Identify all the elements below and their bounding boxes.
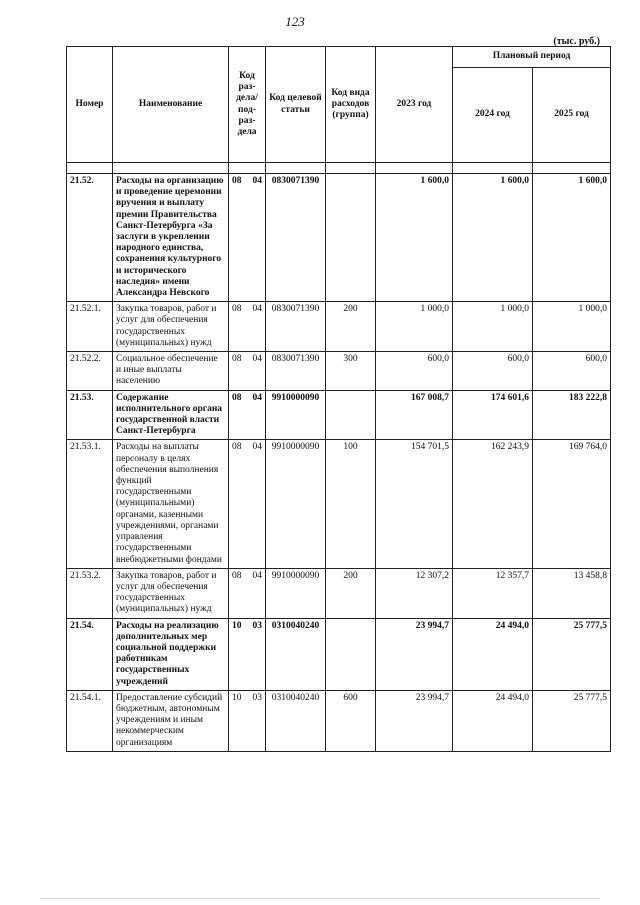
row-amount-2025: 1 600,0 [533, 174, 611, 302]
row-name: Расходы на организацию и проведение церемонии вручения и выплату премии Правительства Санкт-Петербурга «За заслуги в укреплении народного единства, сохранения культурного и исторического наследия» имени Александра Невского [113, 174, 229, 302]
row-section: 10 [232, 692, 242, 703]
row-name: Закупка товаров, работ и услуг для обеспечения государственных (муниципальных) нужд [113, 302, 229, 352]
row-name: Расходы на выплаты персоналу в целях обеспечения выполнения функций государственными (муниципальными) органами, казенными учреждениями, органами управления государственными внебюджетными фондами [113, 440, 229, 568]
row-section: 08 [232, 442, 242, 453]
row-amount-2023: 23 994,7 [376, 618, 453, 690]
row-target-article: 0830071390 [266, 302, 326, 352]
table-body [67, 163, 611, 752]
row-amount-2024: 174 601,6 [453, 390, 533, 440]
row-subsection: 03 [252, 692, 262, 703]
row-section-code [229, 390, 266, 440]
row-amount-2023: 600,0 [376, 352, 453, 391]
row-section-code [229, 618, 266, 690]
row-target-article: 0830071390 [266, 352, 326, 391]
table-row [67, 690, 611, 751]
page-bottom-edge [40, 898, 600, 899]
row-expense-type: 600 [326, 690, 376, 751]
table-row [67, 440, 611, 568]
row-amount-2025: 25 777,5 [533, 690, 611, 751]
row-number: 21.54.1. [67, 690, 113, 751]
header-year-2023: 2023 год [376, 47, 453, 163]
row-expense-type: 200 [326, 568, 376, 618]
row-amount-2024: 1 600,0 [453, 174, 533, 302]
row-section-code [229, 174, 266, 302]
row-number: 21.53.2. [67, 568, 113, 618]
row-subsection: 04 [252, 392, 262, 403]
row-target-article: 9910000090 [266, 568, 326, 618]
row-number: 21.52.1. [67, 302, 113, 352]
row-section-code [229, 302, 266, 352]
budget-table [66, 46, 611, 752]
row-subsection: 04 [252, 442, 262, 453]
row-target-article: 9910000090 [266, 440, 326, 568]
row-amount-2024: 24 494,0 [453, 690, 533, 751]
row-section-code [229, 352, 266, 391]
header-expense-type: Код вида расходов (группа) [326, 47, 376, 163]
header-spacer-row [67, 163, 611, 174]
row-target-article: 0310040240 [266, 618, 326, 690]
header-planning-period: Плановый период [453, 47, 611, 68]
row-subsection: 04 [252, 570, 262, 581]
row-amount-2025: 13 458,8 [533, 568, 611, 618]
row-section-code [229, 690, 266, 751]
units-label: (тыс. руб.) [553, 36, 600, 47]
row-number: 21.53. [67, 390, 113, 440]
row-section: 10 [232, 620, 242, 631]
row-amount-2023: 1 000,0 [376, 302, 453, 352]
table-row [67, 390, 611, 440]
row-number: 21.52. [67, 174, 113, 302]
header-year-2024: 2024 год [453, 68, 533, 163]
row-amount-2023: 1 600,0 [376, 174, 453, 302]
table-row [67, 568, 611, 618]
header-number: Номер [67, 47, 113, 163]
row-section: 08 [232, 354, 242, 365]
row-amount-2024: 600,0 [453, 352, 533, 391]
row-expense-type: 200 [326, 302, 376, 352]
row-name: Социальное обеспечение и иные выплаты населению [113, 352, 229, 391]
row-section: 08 [232, 304, 242, 315]
row-amount-2024: 12 357,7 [453, 568, 533, 618]
page-number: 123 [285, 14, 305, 29]
row-amount-2023: 12 307,2 [376, 568, 453, 618]
row-subsection: 04 [252, 304, 262, 315]
header-target-article: Код целевой статьи [266, 47, 326, 163]
row-subsection: 03 [252, 620, 262, 631]
row-amount-2023: 167 008,7 [376, 390, 453, 440]
row-expense-type: 100 [326, 440, 376, 568]
row-expense-type [326, 618, 376, 690]
row-section: 08 [232, 392, 242, 403]
row-name: Закупка товаров, работ и услуг для обеспечения государственных (муниципальных) нужд [113, 568, 229, 618]
row-name: Содержание исполнительного органа государственной власти Санкт-Петербурга [113, 390, 229, 440]
row-amount-2023: 154 701,5 [376, 440, 453, 568]
row-section: 08 [232, 570, 242, 581]
row-expense-type: 300 [326, 352, 376, 391]
row-name: Расходы на реализацию дополнительных мер социальной поддержки работникам государственных учреждений [113, 618, 229, 690]
table-row [67, 174, 611, 302]
row-amount-2024: 162 243,9 [453, 440, 533, 568]
table-row [67, 352, 611, 391]
row-section-code [229, 440, 266, 568]
row-name: Предоставление субсидий бюджетным, автономным учреждениям и иным некоммерческим организациям [113, 690, 229, 751]
row-amount-2025: 169 764,0 [533, 440, 611, 568]
row-number: 21.52.2. [67, 352, 113, 391]
row-amount-2024: 1 000,0 [453, 302, 533, 352]
row-amount-2025: 25 777,5 [533, 618, 611, 690]
row-amount-2025: 600,0 [533, 352, 611, 391]
row-target-article: 0830071390 [266, 174, 326, 302]
header-name: Наименование [113, 47, 229, 163]
header-year-2025: 2025 год [533, 68, 611, 163]
row-section: 08 [232, 176, 242, 186]
row-number: 21.53.1. [67, 440, 113, 568]
table-row [67, 302, 611, 352]
row-number: 21.54. [67, 618, 113, 690]
row-expense-type [326, 174, 376, 302]
row-amount-2025: 183 222,8 [533, 390, 611, 440]
row-amount-2023: 23 994,7 [376, 690, 453, 751]
row-amount-2025: 1 000,0 [533, 302, 611, 352]
row-subsection: 04 [252, 176, 262, 186]
table-header [67, 47, 611, 163]
table-row [67, 618, 611, 690]
row-target-article: 9910000090 [266, 390, 326, 440]
header-section-code: Код раз-дела/ под-раз-дела [229, 47, 266, 163]
row-section-code [229, 568, 266, 618]
row-amount-2024: 24 494,0 [453, 618, 533, 690]
row-subsection: 04 [252, 354, 262, 365]
row-target-article: 0310040240 [266, 690, 326, 751]
row-expense-type [326, 390, 376, 440]
